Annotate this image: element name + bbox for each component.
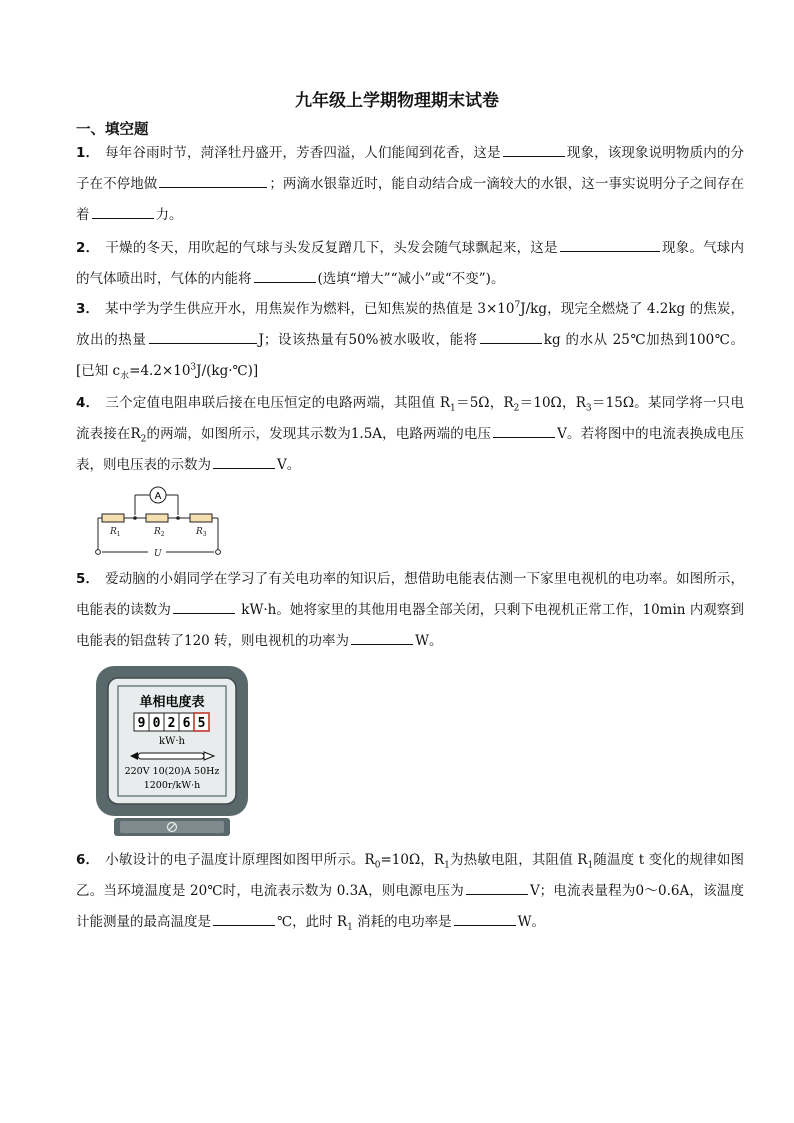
question-text: V；电流表量程为0～0.6A，该温度计能测量的最高温度是 (76, 883, 744, 930)
meter-title: 单相电度表 (139, 695, 205, 710)
question-text: kg 的水从 25℃加热到100℃。[已知 c (76, 332, 745, 379)
question-6 (76, 845, 744, 938)
answer-blank[interactable] (213, 453, 275, 469)
resistor-r3 (190, 514, 212, 522)
question-text: 消耗的电功率是 (352, 914, 452, 930)
terminal-left (96, 550, 101, 555)
question-text: 力。 (155, 207, 183, 223)
answer-blank[interactable] (454, 910, 516, 926)
question-text: 现象。气球内的气体喷出时，气体的内能将 (76, 240, 744, 287)
question-text: ＝15Ω。某同学将一只电流表接在R (76, 395, 744, 442)
question-text: 随温度 t 变化的规律如图乙。当环境温度是 20℃时，电流表示数为 0.3A，则电源电压为 (76, 852, 744, 899)
answer-blank[interactable] (173, 598, 235, 614)
answer-blank[interactable] (149, 328, 257, 344)
question-text: J/(kg·℃)] (196, 363, 259, 379)
subscript: 水 (120, 371, 130, 382)
voltage-label: U (154, 549, 162, 559)
question-number: 2． (76, 240, 100, 256)
question-5 (76, 564, 744, 657)
answer-blank[interactable] (159, 172, 267, 188)
question-number: 6． (76, 852, 100, 868)
question-text: kW·h。她将家里的其他用电器全部关闭，只剩下电视机正常工作，10min 内观察到电能表的铝盘转了120 转，则电视机的功率为 (76, 602, 744, 649)
question-text: 每年谷雨时节，菏泽牡丹盛开，芳香四溢，人们能闻到花香，这是 (105, 145, 501, 161)
question-number: 4． (76, 395, 100, 411)
question-2 (76, 233, 744, 295)
superscript: 3 (190, 362, 197, 373)
question-text: 小敏设计的电子温度计原理图如图甲所示。R (105, 852, 375, 868)
question-text: V。 (277, 457, 301, 473)
question-text: =10Ω，R (380, 852, 445, 868)
question-text: 爱动脑的小娟同学在学习了有关电功率的知识后，想借助电能表估测一下家里电视机的电功率。如图所示，电能表的读数为 (76, 571, 744, 618)
answer-blank[interactable] (351, 629, 413, 645)
question-text: J；设该热量有50%被水吸收，能将 (258, 332, 478, 348)
question-text: ＝10Ω，R (519, 395, 586, 411)
junction-dot (176, 516, 180, 520)
question-text: ＝5Ω，R (455, 395, 514, 411)
resistor-r2 (146, 514, 168, 522)
subscript: 1 (449, 403, 456, 414)
question-number: 5． (76, 571, 100, 587)
question-1 (76, 138, 744, 231)
question-number: 1． (76, 145, 100, 161)
question-text: J/kg，现完全燃烧了 4.2kg 的焦炭，放出的热量 (76, 301, 744, 348)
question-text: 的两端，如图所示，发现其示数为1.5A，电路两端的电压 (146, 426, 492, 442)
r1-label: $R_1$ (110, 527, 121, 538)
page-title: 九年级上学期物理期末试卷 (295, 91, 499, 111)
answer-blank[interactable] (480, 328, 542, 344)
question-text: 为热敏电阻，其阻值 R (449, 852, 588, 868)
electricity-meter-figure (92, 664, 252, 840)
subscript: 2 (513, 403, 520, 414)
answer-blank[interactable] (213, 910, 275, 926)
digit: 0 (152, 716, 161, 731)
answer-blank[interactable] (503, 141, 565, 157)
junction-dot (133, 516, 137, 520)
subscript: 2 (140, 434, 147, 445)
digit: 2 (167, 716, 176, 731)
question-text: 现象，该现象说明物质内的分子在不停地做 (76, 145, 744, 192)
terminal-right (216, 550, 221, 555)
subscript: 1 (587, 860, 594, 871)
question-text: 三个定值电阻串联后接在电压恒定的电路两端，其阻值 R (105, 395, 450, 411)
answer-blank[interactable] (254, 267, 316, 283)
digit: 5 (197, 716, 206, 731)
question-text: W。 (415, 633, 443, 649)
question-text: W。 (517, 914, 545, 930)
answer-blank[interactable] (560, 236, 660, 252)
superscript: 7 (514, 300, 521, 311)
subscript: 1 (347, 922, 353, 933)
answer-blank[interactable] (466, 879, 528, 895)
answer-blank[interactable] (493, 422, 555, 438)
meter-digits (134, 713, 209, 731)
resistor-r1 (102, 514, 124, 522)
question-text: (选填“增大”“减小”或“不变”)。 (317, 271, 505, 287)
r3-label: $R_3$ (196, 527, 207, 538)
subscript: 1 (444, 860, 450, 871)
question-4 (76, 388, 744, 481)
section-heading: 一、填空题 (76, 122, 149, 138)
question-number: 3． (76, 301, 100, 317)
question-text: 干燥的冬天，用吹起的气球与头发反复蹭几下，头发会随气球飘起来，这是 (105, 240, 558, 256)
digit: 6 (182, 716, 191, 731)
question-3 (76, 294, 744, 387)
question-text: ；两滴水银靠近时，能自动结合成一滴较大的水银，这一事实说明分子之间存在着 (76, 176, 744, 223)
meter-unit: kW·h (159, 736, 185, 747)
rotation-arrow-icon (130, 752, 214, 760)
question-text: ℃，此时 R (277, 914, 348, 930)
question-text: =4.2×10 (129, 363, 191, 379)
meter-spec-line1: 220V 10(20)A 50Hz (124, 766, 220, 777)
answer-blank[interactable] (92, 203, 154, 219)
ammeter-label: A (154, 491, 162, 502)
series-circuit-diagram (90, 484, 225, 560)
meter-spec-line2: 1200r/kW·h (143, 780, 201, 791)
r2-label: $R_2$ (154, 527, 165, 538)
question-text: 某中学为学生供应开水，用焦炭作为燃料，已知焦炭的热值是 3×10 (105, 301, 515, 317)
question-text: V。若将图中的电流表换成电压表，则电压表的示数为 (76, 426, 745, 473)
digit: 9 (137, 716, 146, 731)
subscript: 3 (585, 403, 592, 414)
subscript: 0 (374, 860, 381, 871)
